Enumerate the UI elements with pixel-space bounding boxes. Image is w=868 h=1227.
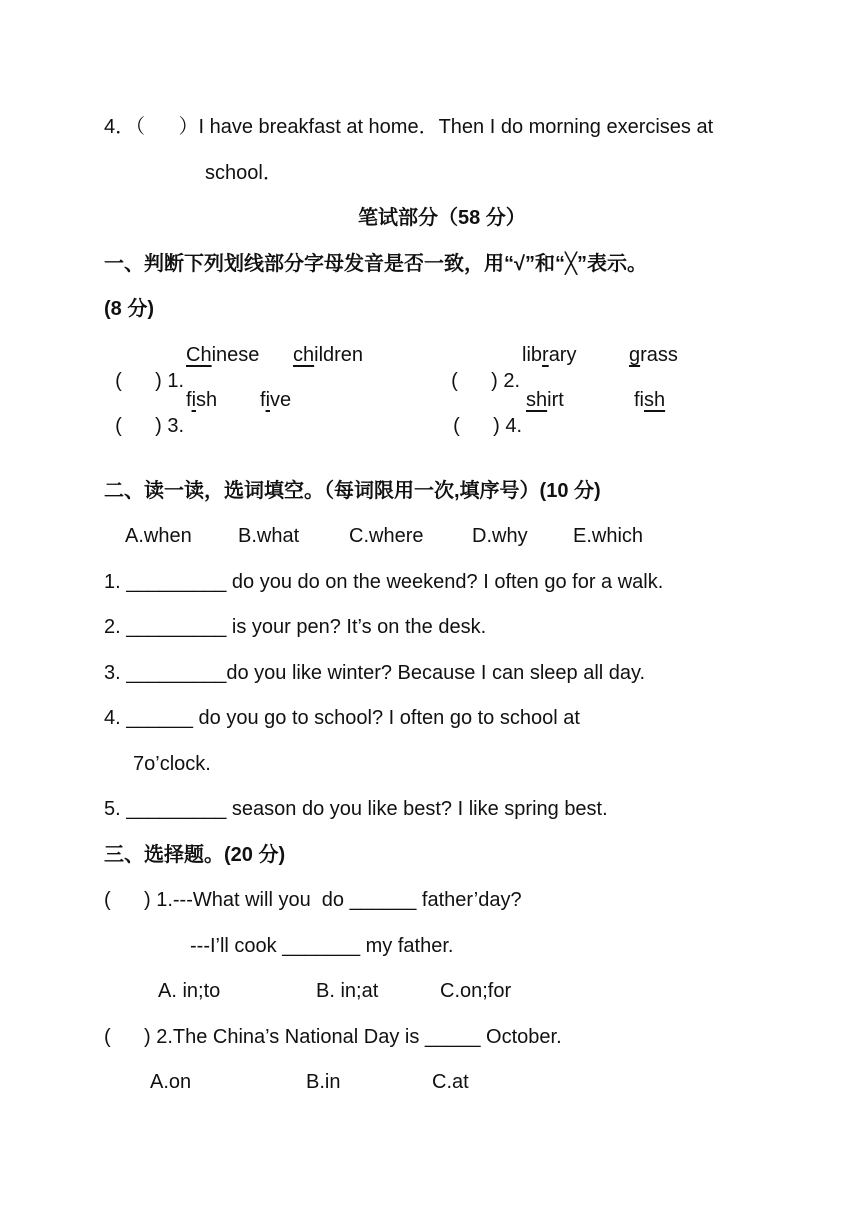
word-prefix: f [186, 389, 192, 411]
part2-option-a: A.when [125, 525, 192, 547]
item-number: ( ) 3. [115, 415, 185, 437]
part3-question-1-cont: ---I’ll cook _______ my father. [190, 935, 454, 957]
part1-item-4 [442, 387, 522, 439]
item-number: ( ) 1. [115, 370, 185, 392]
part3-q1-option-b: B. in;at [316, 980, 379, 1002]
part1-score: (8 分) [104, 298, 154, 320]
part1-item-2-word2 [629, 342, 678, 368]
part3-q1-option-a: A. in;to [158, 980, 221, 1002]
part3-q2-option-c: C.at [432, 1071, 469, 1093]
part2-question-2: 2. _________ is your pen? It’s on the desk. [104, 616, 487, 638]
part1-item-3 [104, 387, 184, 439]
part2-title: 二、读一读，选词填空。（每词限用一次,填序号）(10 分) [104, 480, 601, 502]
word-suffix: rass [640, 344, 678, 366]
underlined-letters: i [265, 389, 271, 411]
written-section-title: 笔试部分（58 分） [358, 207, 526, 229]
part3-title: 三、选择题。(20 分) [104, 844, 286, 866]
word-suffix: ary [548, 344, 577, 366]
word-prefix: f [260, 389, 266, 411]
underlined-letters: sh [526, 389, 548, 411]
part2-option-e: E.which [573, 525, 644, 547]
item-number: ( ) 4. [453, 415, 523, 437]
part2-option-c: C.where [349, 525, 424, 547]
part3-q2-option-a: A.on [150, 1071, 192, 1093]
listening-q4-line2: school． [205, 162, 283, 184]
part2-option-b: B.what [238, 525, 300, 547]
underlined-letters: i [191, 389, 197, 411]
part2-option-d: D.why [472, 525, 528, 547]
item-number: ( ) 2. [451, 370, 521, 392]
part1-item-4-word1 [526, 387, 564, 413]
underlined-letters: sh [644, 389, 666, 411]
part1-item-1-word2 [293, 342, 363, 368]
part2-question-4-cont: 7o’clock. [133, 753, 211, 775]
part2-question-1: 1. _________ do you do on the weekend? I often go for a walk. [104, 571, 664, 593]
part1-item-1-word1 [186, 342, 259, 368]
word-suffix: irt [547, 389, 564, 411]
word-prefix: fi [634, 389, 644, 411]
part2-question-4: 4. ______ do you go to school? I often go to school at [104, 707, 580, 729]
underlined-letters: g [629, 344, 641, 366]
underlined-letters: ch [293, 344, 315, 366]
part1-item-3-word1 [186, 387, 217, 413]
part1-item-3-word2 [260, 387, 291, 413]
word-prefix: lib [522, 344, 543, 366]
part1-title: 一、判断下列划线部分字母发音是否一致，用“√”和“╳”表示。 [104, 253, 648, 275]
underlined-letters: Ch [186, 344, 212, 366]
part2-question-3: 3. _________do you like winter? Because I can sleep all day. [104, 662, 646, 684]
part3-question-1: ( ) 1.---What will you do ______ father’day? [104, 889, 522, 911]
part3-q1-option-c: C.on;for [440, 980, 512, 1002]
word-suffix: inese [211, 344, 260, 366]
part2-question-5: 5. _________ season do you like best? I like spring best. [104, 798, 608, 820]
part3-question-2: ( ) 2.The China’s National Day is _____ October. [104, 1026, 562, 1048]
underlined-letters: r [542, 344, 549, 366]
word-suffix: sh [196, 389, 218, 411]
part3-q2-option-b: B.in [306, 1071, 341, 1093]
part1-item-4-word2 [634, 387, 665, 413]
listening-q4-line1: 4．（ ）I have breakfast at home．Then I do morning exercises at [104, 116, 714, 138]
word-suffix: ve [270, 389, 292, 411]
part1-item-2-word1 [522, 342, 576, 368]
word-suffix: ildren [314, 344, 364, 366]
